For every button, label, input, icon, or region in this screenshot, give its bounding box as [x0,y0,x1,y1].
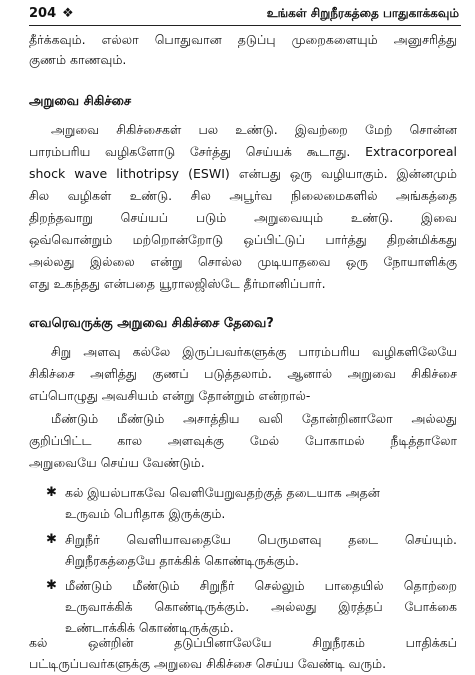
page-number: 204 [29,6,57,21]
ornament-icon: ❖ [62,6,74,21]
paragraph-line: பட்டிருப்பவர்களுக்கு அறுவை சிகிச்சை செய்ய வேண்டி வரும். [29,656,387,671]
intro-line: குணம் காணவும். [29,52,127,67]
bullet-star-icon: ✱ [46,532,57,547]
paragraph-line: அல்லது இல்லை என்று சொல்ல முடியாதவை ஒரு நோயாளிக்கு [29,254,457,269]
paragraph-line: பாரம்பரிய வழிகளோடு சேர்த்து செய்யக் கூடாது. Extracorporeal [29,144,457,159]
bullet-line: கல் இயல்பாகவே வெளியேறுவதற்குத் தடையாக அதன் [65,485,380,500]
section-heading: அறுவை சிகிச்சை [29,94,132,109]
bullet-line: மீண்டும் மீண்டும் சிறுநீர் செல்லும் பாதையில் தொற்றை [65,578,457,593]
bullet-line: உருவாக்கிக் கொண்டிருக்கும். அல்லது இரத்தப் போக்கை [65,599,457,614]
paragraph-line: shock wave lithotripsy (ESWI) என்பது ஒரு வழியாகும். இன்னமும் [29,166,457,181]
bullet-line: சிறுநீர் வெளியாவதையே பெருமளவு தடை செய்யும். [65,532,457,547]
bullet-star-icon: ✱ [46,578,57,593]
bullet-line: உண்டாக்கிக் கொண்டிருக்கும். [65,620,234,635]
paragraph-line: குறிப்பிட்ட கால அளவுக்கு மேல் போகாமல் நீடித்தாலோ [29,433,457,448]
page-header [29,3,461,26]
paragraph-line: எது உகந்தது என்பதை யூராலஜிஸ்டே தீர்மானிப்பார். [29,276,326,291]
paragraph-line: சிறு அளவு கல்லே இருப்பவர்களுக்கு பாரம்பரிய வழிகளிலேயே [51,344,457,359]
bullet-line: உருவம் பெரிதாக இருக்கும். [65,506,226,521]
paragraph-line: மீண்டும் மீண்டும் அசாத்திய வலி தோன்றினாலோ அல்லது [51,411,457,426]
paragraph-line: கல் ஒன்றின் தடுப்பினாலேயே சிறுநீரகம் பாதிக்கப் [29,635,457,650]
bullet-star-icon: ✱ [46,485,57,500]
paragraph-line: ஒவ்வொன்றும் மற்றொன்றோடு ஒப்பிட்டுப் பார்த்து திறன்மிக்கது [29,232,457,247]
bullet-line: சிறுநீரகத்தையே தாக்கிக் கொண்டிருக்கும். [65,553,300,568]
paragraph-line: திறந்தவாறு செய்யப் படும் அறுவையும் உண்டு. இவை [29,210,457,225]
paragraph-line: எப்பொழுது அவசியம் என்று தோன்றும் என்றால்- [29,388,311,403]
intro-line: தீர்க்கவும். எல்லா பொதுவான தடுப்பு முறைகளையும் அனுசரித்து [29,32,457,47]
paragraph-line: சிகிச்சை அளித்து குணப் படுத்தலாம். ஆனால் அறுவை சிகிச்சை [29,366,457,381]
section-heading: எவரெவருக்கு அறுவை சிகிச்சை தேவை? [29,316,274,331]
paragraph-line: அறுவையே செய்ய வேண்டும். [29,455,205,470]
running-title: உங்கள் சிறுநீரகத்தை பாதுகாக்கவும் [266,6,459,20]
paragraph-line: அறுவை சிகிச்சைகள் பல உண்டு. இவற்றை மேற் சொன்ன [51,122,457,137]
paragraph-line: சில வழிகள் உண்டு. சில அபூர்வ நிலைமைகளில் அங்கத்தை [29,188,457,203]
